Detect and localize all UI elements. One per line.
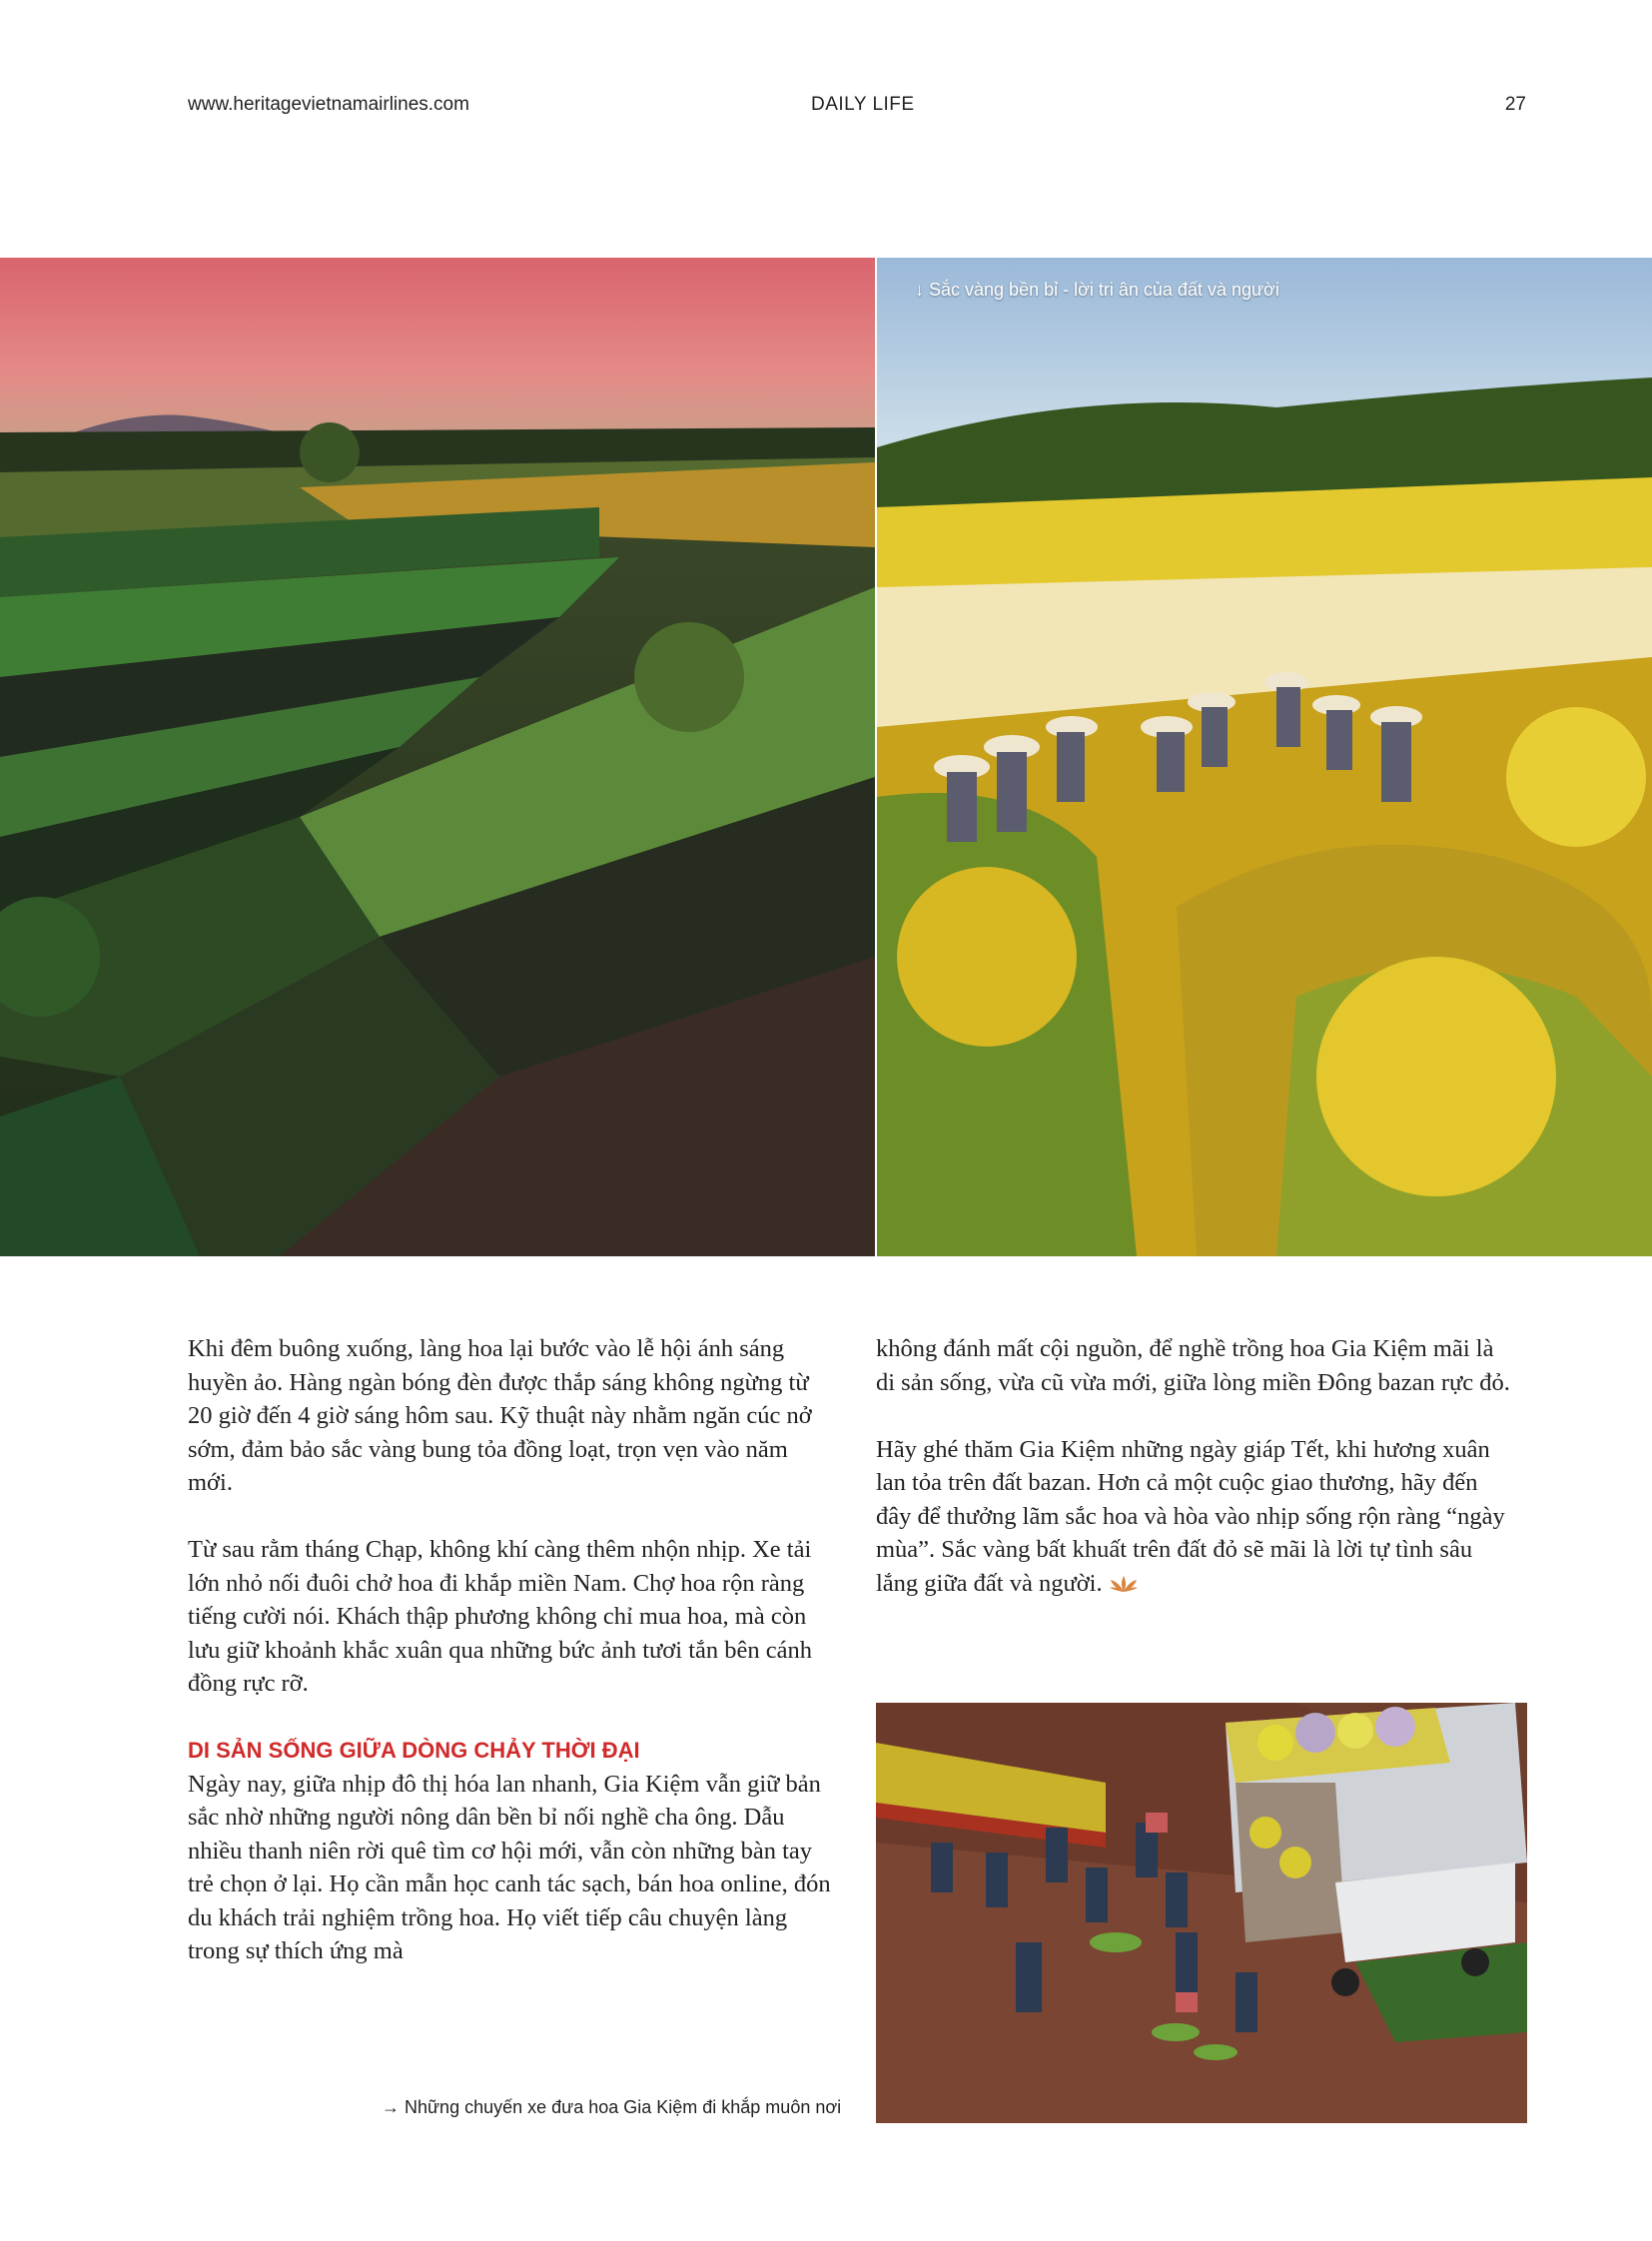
section-subheading: DI SẢN SỐNG GIỮA DÒNG CHẢY THỜI ĐẠI: [188, 1738, 640, 1763]
article-right-column: [876, 1332, 1515, 1637]
paragraph-night-lights: Khi đêm buông xuống, làng hoa lại bước vào lễ hội ánh sáng huyền ảo. Hàng ngàn bóng đèn được thắp sáng không ngừng từ 20 giờ đến 4 giờ sáng hôm sau. Kỹ thuật này nhằm ngăn cúc nở sớm, đảm bảo sắc vàng bung tỏa đồng loạt, trọn vẹn vào năm mới.: [188, 1335, 812, 1496]
section-label: DAILY LIFE: [811, 94, 915, 115]
paragraph-heritage-cont: không đánh mất cội nguồn, để nghề trồng hoa Gia Kiệm mãi là di sản sống, vừa cũ vừa mới, giữa lòng miền Đông bazan rực đỏ.: [876, 1335, 1510, 1396]
site-url[interactable]: www.heritagevietnamairlines.com: [188, 94, 469, 115]
paragraph-visit: [876, 1433, 1515, 1604]
photo-chrysanthemum-field: [877, 258, 1652, 1256]
paragraph-market: Từ sau rằm tháng Chạp, không khí càng thêm nhộn nhịp. Xe tải lớn nhỏ nối đuôi chở hoa đi khắp miền Nam. Chợ hoa rộn ràng tiếng cười nói. Khách thập phương không chỉ mua hoa, mà còn lưu giữ khoảnh khắc xuân qua những bức ảnh tươi tắn bên cánh đồng rực rỡ.: [188, 1536, 813, 1697]
page-number: 27: [1504, 94, 1526, 115]
lotus-ornament-icon: [1109, 1570, 1139, 1604]
photo-flower-truck: [876, 1703, 1527, 2123]
photo-sunset-fields: [0, 258, 875, 1256]
article-left-column: [188, 1332, 837, 2001]
page-header: [188, 94, 1526, 124]
photo-caption-top: ↓ Sắc vàng bền bỉ - lời tri ân của đất và người: [915, 280, 1279, 300]
paragraph-visit-text: Hãy ghé thăm Gia Kiệm những ngày giáp Tết, khi hương xuân lan tỏa trên đất bazan. Hơn cả một cuộc giao thương, hãy đến đây để thưởng lãm sắc hoa và hòa vào nhịp sống rộn ràng “ngày mùa”. Sắc vàng bất khuất trên đất đỏ sẽ mãi là lời tự tình sâu lắng giữa đất và người.: [876, 1435, 1505, 1597]
paragraph-heritage: Ngày nay, giữa nhịp đô thị hóa lan nhanh, Gia Kiệm vẫn giữ bản sắc nhờ những người nông dân bền bỉ nối nghề cha ông. Dẫu nhiều thanh niên rời quê tìm cơ hội mới, vẫn còn những bàn tay trẻ chọn ở lại. Họ cần mẫn học canh tác sạch, bán hoa online, đón du khách trải nghiệm trồng hoa. Họ viết tiếp câu chuyện làng trong sự thích ứng mà: [188, 1770, 831, 1964]
photo-caption-bottom: → Những chuyến xe đưa hoa Gia Kiệm đi khắp muôn nơi: [382, 2097, 842, 2117]
